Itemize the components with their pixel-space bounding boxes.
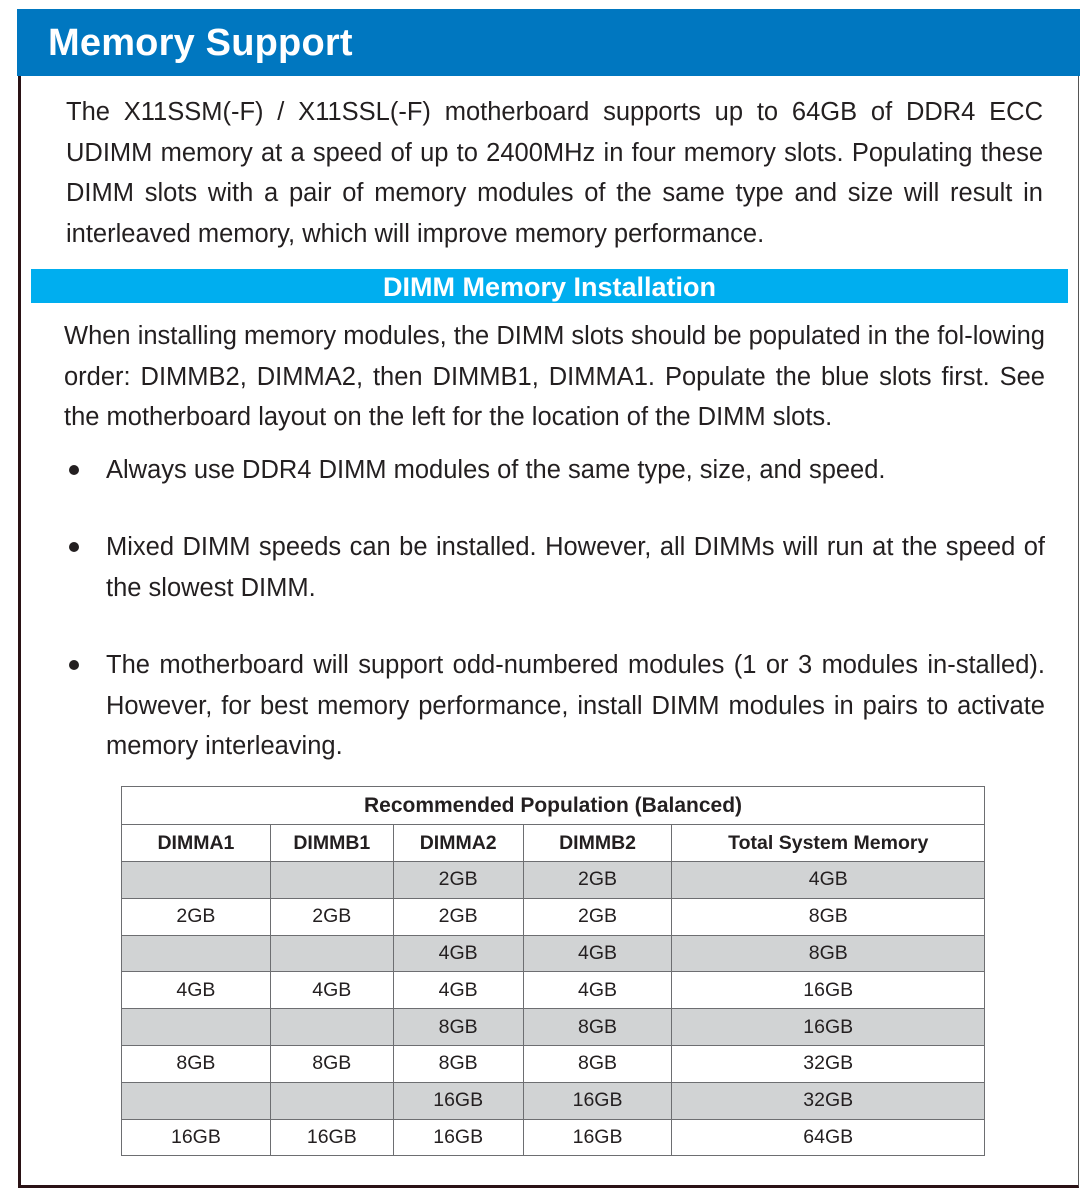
table-row bbox=[122, 862, 985, 899]
bullet-text: Mixed DIMM speeds can be installed. However, all DIMMs will run at the speed of the slowest DIMM. bbox=[106, 533, 1045, 602]
table-cell: 2GB bbox=[523, 862, 672, 899]
table-row bbox=[122, 898, 985, 935]
table-cell: 64GB bbox=[672, 1119, 985, 1156]
installation-paragraph: When installing memory modules, the DIMM slots should be populated in the fol-lowing order: DIMMB2, DIMMA2, then DIMMB1, DIMMA1. Populate the blue slots first. See the motherboard layout on the left for the location of the DIMM slots. bbox=[64, 322, 1045, 432]
table-cell: 4GB bbox=[523, 972, 672, 1009]
column-header-total: Total System Memory bbox=[672, 825, 985, 862]
bullet-icon bbox=[69, 542, 79, 552]
table-cell bbox=[270, 1009, 393, 1046]
table-title: Recommended Population (Balanced) bbox=[122, 787, 985, 825]
table-cell: 4GB bbox=[523, 935, 672, 972]
table-row bbox=[122, 972, 985, 1009]
column-header-dimmb1: DIMMB1 bbox=[270, 825, 393, 862]
table-cell: 16GB bbox=[672, 972, 985, 1009]
table-cell: 2GB bbox=[523, 898, 672, 935]
bullet-icon bbox=[69, 465, 79, 475]
table-row bbox=[122, 1119, 985, 1156]
table-cell bbox=[122, 935, 271, 972]
table-cell: 8GB bbox=[672, 898, 985, 935]
table-cell: 32GB bbox=[672, 1045, 985, 1082]
bullet-icon bbox=[69, 660, 79, 670]
table-cell: 8GB bbox=[523, 1045, 672, 1082]
table-cell: 2GB bbox=[393, 898, 523, 935]
table-cell: 16GB bbox=[122, 1119, 271, 1156]
section-header bbox=[31, 269, 1068, 303]
table-cell: 16GB bbox=[270, 1119, 393, 1156]
table-cell: 2GB bbox=[393, 862, 523, 899]
table-cell: 8GB bbox=[523, 1009, 672, 1046]
table-cell: 8GB bbox=[270, 1045, 393, 1082]
column-header-dimma2: DIMMA2 bbox=[393, 825, 523, 862]
table-cell bbox=[122, 862, 271, 899]
table-cell bbox=[122, 1082, 271, 1119]
table-row bbox=[122, 935, 985, 972]
table-row bbox=[122, 1009, 985, 1046]
table-cell: 4GB bbox=[393, 935, 523, 972]
table-cell: 2GB bbox=[270, 898, 393, 935]
table-cell bbox=[270, 1082, 393, 1119]
page-header bbox=[17, 9, 1080, 76]
table-cell: 8GB bbox=[393, 1045, 523, 1082]
table-cell: 4GB bbox=[393, 972, 523, 1009]
table-cell: 16GB bbox=[523, 1119, 672, 1156]
page-title: Memory Support bbox=[48, 22, 353, 64]
bullet-text: The motherboard will support odd-numbered modules (1 or 3 modules in-stalled). However, for best memory performance, install DIMM modules in pairs to activate memory interleaving. bbox=[106, 651, 1045, 761]
intro-paragraph: The X11SSM(-F) / X11SSL(-F) motherboard supports up to 64GB of DDR4 ECC UDIMM memory at a speed of up to 2400MHz in four memory slots. Populating these DIMM slots with a pair of memory modules of the same type and size will result in interleaved memory, which will improve memory performance. bbox=[66, 98, 1043, 249]
table-row bbox=[122, 1082, 985, 1119]
column-header-dimmb2: DIMMB2 bbox=[523, 825, 672, 862]
population-table bbox=[121, 786, 985, 1156]
bullet-text: Always use DDR4 DIMM modules of the same type, size, and speed. bbox=[106, 456, 886, 484]
table-cell: 2GB bbox=[122, 898, 271, 935]
table-cell bbox=[270, 862, 393, 899]
table-cell bbox=[122, 1009, 271, 1046]
table-cell bbox=[270, 935, 393, 972]
table-cell: 8GB bbox=[122, 1045, 271, 1082]
table-cell: 16GB bbox=[672, 1009, 985, 1046]
table-row bbox=[122, 1045, 985, 1082]
table-cell: 4GB bbox=[672, 862, 985, 899]
table-cell: 16GB bbox=[393, 1119, 523, 1156]
section-title: DIMM Memory Installation bbox=[382, 272, 717, 302]
table-cell: 16GB bbox=[393, 1082, 523, 1119]
table-cell: 4GB bbox=[270, 972, 393, 1009]
table-cell: 16GB bbox=[523, 1082, 672, 1119]
table-cell: 4GB bbox=[122, 972, 271, 1009]
table-cell: 8GB bbox=[393, 1009, 523, 1046]
table-cell: 8GB bbox=[672, 935, 985, 972]
column-header-dimma1: DIMMA1 bbox=[122, 825, 271, 862]
table-cell: 32GB bbox=[672, 1082, 985, 1119]
